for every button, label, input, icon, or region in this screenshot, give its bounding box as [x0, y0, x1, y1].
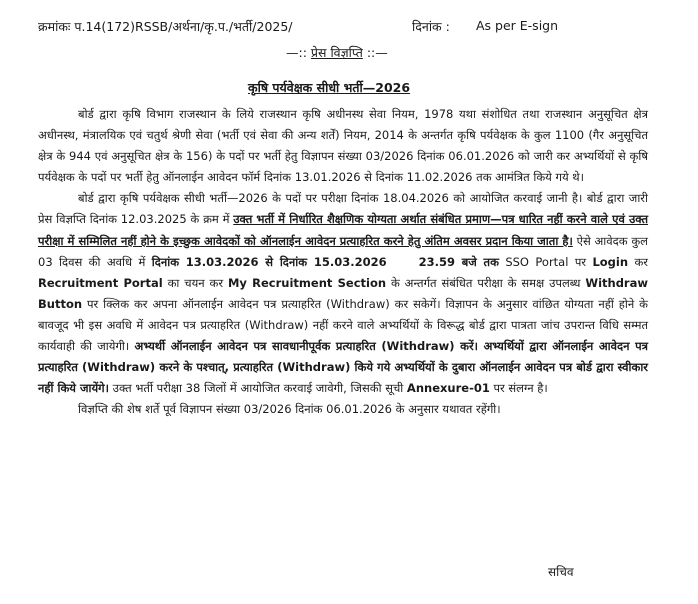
para2-time: 23.59 बजे तक: [418, 254, 499, 269]
paragraph-2: [38, 188, 648, 399]
date-label: दिनांक :: [412, 19, 450, 34]
para2-start: बोर्ड द्वारा कृषि पर्यवेक्षक सीधी भर्ती—2026 के पदों पर परीक्षा दिनांक 18.04.2026 को आयोजित करवाई जानी है। बोर्ड द्वारा जारी प्रेस विज्ञप्ति दिनांक 12.03.2025 के क्रम में: [38, 191, 648, 227]
press-release-title: प्रेस विज्ञप्ति: [310, 45, 363, 60]
paragraph-3: विज्ञप्ति की शेष शर्ते पूर्व विज्ञापन संख्या 03/2026 दिनांक 06.01.2026 के अनुसार यथावत रहेंगी।: [78, 402, 501, 417]
subject-heading: कृषि पर्यवेक्षक सीधी भर्ती—2026: [248, 80, 411, 95]
para2-mid: ऐसे आवेदक कुल 03 दिवस की अवधि में: [38, 233, 648, 269]
para2-bold-notice: अभ्यर्थी ऑनलाईन आवेदन पत्र सावधानीपूर्वक प्रत्याहरित (Withdraw) करें। अभ्यर्थियों द्वारा ऑनलाईन आवेदन पत्र प्रत्याहरित (Withdraw) करने के पश्चात्, प्रत्याहरित (Withdraw) किये गये अभ्यर्थियों के दुबारा ऑनलाईन आवेदन पत्र बोर्ड द्वारा स्वीकार नहीं किये जायेंगे।: [38, 339, 648, 396]
para2-login: Login: [592, 254, 629, 269]
para2-end: उक्त भर्ती परीक्षा 38 जिलों में आयोजित करवाई जावेगी, जिसकी सूची: [108, 381, 407, 396]
para2-c: के अन्तर्गत संबंधित परीक्षा के समक्ष उपलब्ध: [386, 275, 586, 290]
press-release-prefix: —::: [286, 45, 311, 60]
para2-withdraw-button: Withdraw Button: [38, 275, 648, 311]
signature-secretary: सचिव: [548, 565, 574, 579]
press-release-suffix: ::—: [362, 45, 388, 60]
para2-a: कर: [628, 254, 648, 269]
para2-emphasis: उक्त भर्ती में निर्धारित शैक्षणिक योग्यता अर्थात संबंधित प्रमाण—पत्र धारित नहीं करने वाले एवं उक्त परीक्षा में सम्मिलित नहीं होने के इच्छुक आवेदकों को ऑनलाईन आवेदन प्रत्याहरित करने हेतु अंतिम अवसर प्रदान किया जाता है।: [38, 212, 649, 248]
para2-recruitment-portal: Recruitment Portal: [38, 275, 163, 290]
document-body: [38, 104, 648, 420]
paragraph-1: बोर्ड द्वारा कृषि विभाग राजस्थान के लिये राजस्थान कृषि अधीनस्थ सेवा नियम, 1978 यथा संशोधित तथा राजस्थान अनुसूचित क्षेत्र अधीनस्थ, मंत्रालयिक एवं चतुर्थ श्रेणी सेवा (भर्ती एवं सेवा की अन्य शर्तें) नियम, 2014 के अन्तर्गत कृषि पर्यवेक्षक के कुल 1100 (गैर अनुसूचित क्षेत्र के 944 एवं अनुसूचित क्षेत्र के 156) के पदों पर भर्ती हेतु विज्ञापन संख्या 03/2026 दिनांक 06.01.2026 को जारी कर अभ्यर्थियों से कृषि पर्यवेक्षक के पदों पर भर्ती हेतु ऑनलाईन आवेदन फॉर्म दिनांक 13.01.2026 से दिनांक 11.02.2026 तक आमंत्रित किये गये थे।: [38, 107, 648, 185]
para2-my-recruitment-section: My Recruitment Section: [227, 275, 387, 290]
para2-annexure: Annexure-01: [406, 381, 490, 396]
para2-gap: [387, 255, 419, 269]
press-release-heading: [286, 44, 388, 61]
para2-portal: SSO Portal पर: [498, 254, 593, 269]
para2-dates: दिनांक 13.03.2026 से दिनांक 15.03.2026: [151, 254, 387, 269]
reference-number: क्रमांकः प.14(172)RSSB/अर्थना/कृ.प./भर्ती/2025/: [38, 19, 293, 34]
para2-tail: पर संलग्न है।: [489, 381, 548, 396]
para2-b: का चयन कर: [162, 275, 228, 290]
date-value: As per E-sign: [476, 18, 559, 33]
para2-d: पर क्लिक कर अपना ऑनलाईन आवेदन पत्र प्रत्याहरित (Withdraw) कर सकेगें। विज्ञापन के अनुसार वांछित योग्यता नहीं होने के बावजूद भी इस अवधि में आवेदन पत्र प्रत्याहरित (Withdraw) नहीं करने वाले अभ्यर्थियों के विरूद्ध बोर्ड द्वारा पात्रता जांच उपरान्त विधि सम्मत कार्यवाही की जायेगी।: [38, 296, 648, 354]
